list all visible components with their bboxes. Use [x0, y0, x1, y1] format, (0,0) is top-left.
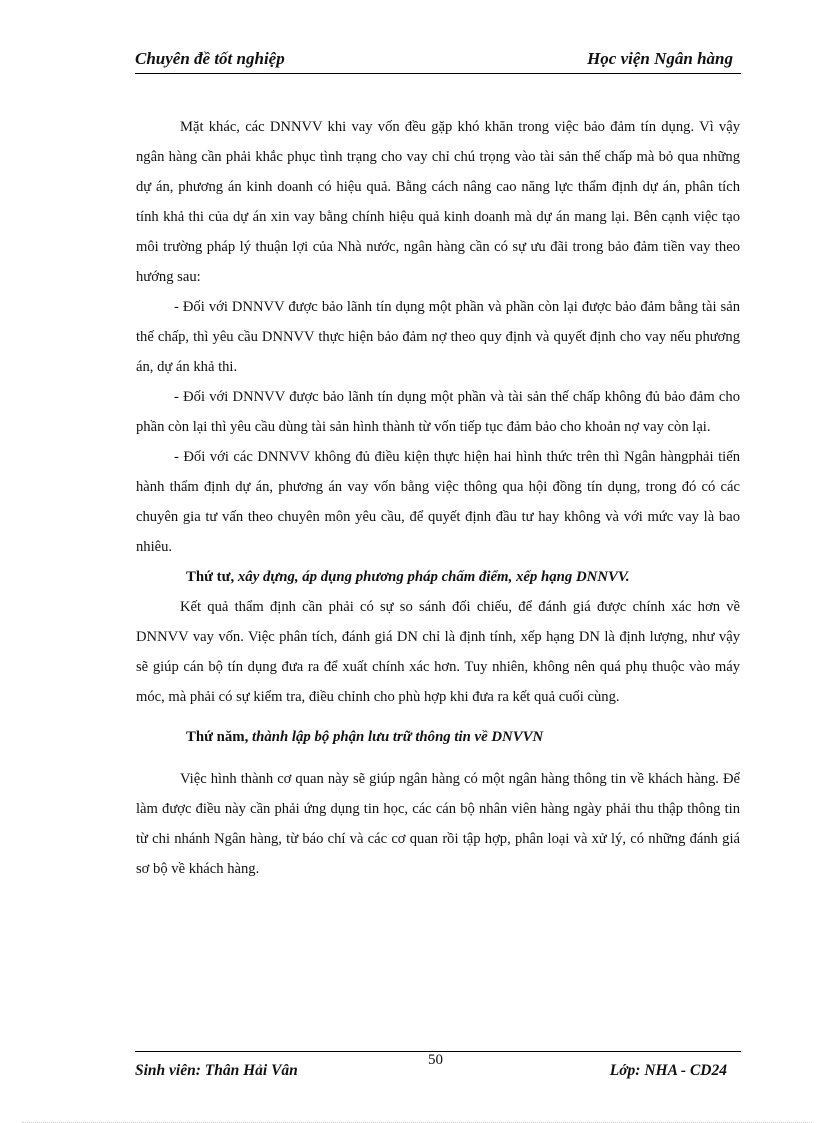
- page-body: [136, 112, 740, 884]
- footer-class: Lớp: NHA - CD24: [609, 1062, 727, 1079]
- heading-lead: Thứ năm,: [186, 729, 253, 745]
- bullet-item-1: - Đối với DNNVV được bảo lãnh tín dụng một phần và phần còn lại được bảo đảm bằng tài sản thế chấp, thì yêu cầu DNNVV thực hiện bảo đảm nợ theo quy định và quyết định cho vay nếu phương án, dự án khả thi.: [136, 299, 740, 375]
- footer-student-name: Sinh viên: Thân Hải Vân: [135, 1062, 298, 1079]
- section-heading-5: [136, 722, 740, 752]
- page-footer: [135, 1051, 741, 1082]
- header-document-type: Chuyên đề tốt nghiệp: [135, 49, 285, 68]
- paragraph-information-center: Việc hình thành cơ quan này sẽ giúp ngân hàng có một ngân hàng thông tin về khách hàng. Để làm được điều này cần phải ứng dụng tin học, các cán bộ nhân viên hàng ngày phải thu thập thông tin từ chi nhánh Ngân hàng, từ báo chí và các cơ quan rồi tập hợp, phân loại và xử lý, có những đánh giá sơ bộ về khách hàng.: [136, 771, 740, 877]
- paragraph-assessment: Kết quả thẩm định cần phải có sự so sánh đối chiếu, để đánh giá được chính xác hơn về DNNVV vay vốn. Việc phân tích, đánh giá DN chỉ là định tính, xếp hạng DN là định lượng, như vậy sẽ giúp cán bộ tín dụng đưa ra để xuất chính xác hơn. Tuy nhiên, không nên quá phụ thuộc vào máy móc, mà phải có sự kiểm tra, điều chỉnh cho phù hợp khi đưa ra kết quả cuối cùng.: [136, 599, 740, 705]
- bullet-item-2: - Đối với DNNVV được bảo lãnh tín dụng một phần và tài sản thế chấp không đủ bảo đảm cho phần còn lại thì yêu cầu dùng tài sản hình thành từ vốn tiếp tục đảm bảo cho khoản nợ vay còn lại.: [136, 389, 740, 435]
- section-heading-4: [136, 562, 740, 592]
- header-institution: Học viện Ngân hàng: [587, 49, 733, 68]
- page-header: [135, 49, 741, 74]
- heading-lead: Thứ tư,: [186, 569, 238, 585]
- bullet-item-3: - Đối với các DNNVV không đủ điều kiện thực hiện hai hình thức trên thì Ngân hàngphải tiến hành thẩm định dự án, phương án vay vốn bằng việc thông qua hội đồng tín dụng, trong đó có các chuyên gia tư vấn theo chuyên môn yêu cầu, để quyết định đầu tư hay không và với mức vay là bao nhiêu.: [136, 449, 740, 555]
- paragraph-intro: Mặt khác, các DNNVV khi vay vốn đều gặp khó khăn trong việc bảo đảm tín dụng. Vì vậy ngân hàng cần phải khắc phục tình trạng cho vay chỉ chú trọng vào tài sản thế chấp mà bỏ qua những dự án, phương án kinh doanh có hiệu quả. Bằng cách nâng cao năng lực thẩm định dự án, phân tích tính khả thi của dự án xin vay bằng chính hiệu quả kinh doanh mà dự án mang lại. Bên cạnh việc tạo môi trường pháp lý thuận lợi của Nhà nước, ngân hàng cần có sự ưu đãi trong bảo đảm tiền vay theo hướng sau:: [136, 119, 740, 285]
- page-number: 50: [428, 1052, 443, 1068]
- heading-title: xây dựng, áp dụng phương pháp chấm điểm, xếp hạng DNNVV.: [237, 569, 630, 585]
- heading-title: thành lập bộ phận lưu trữ thông tin về DNVVN: [252, 729, 544, 745]
